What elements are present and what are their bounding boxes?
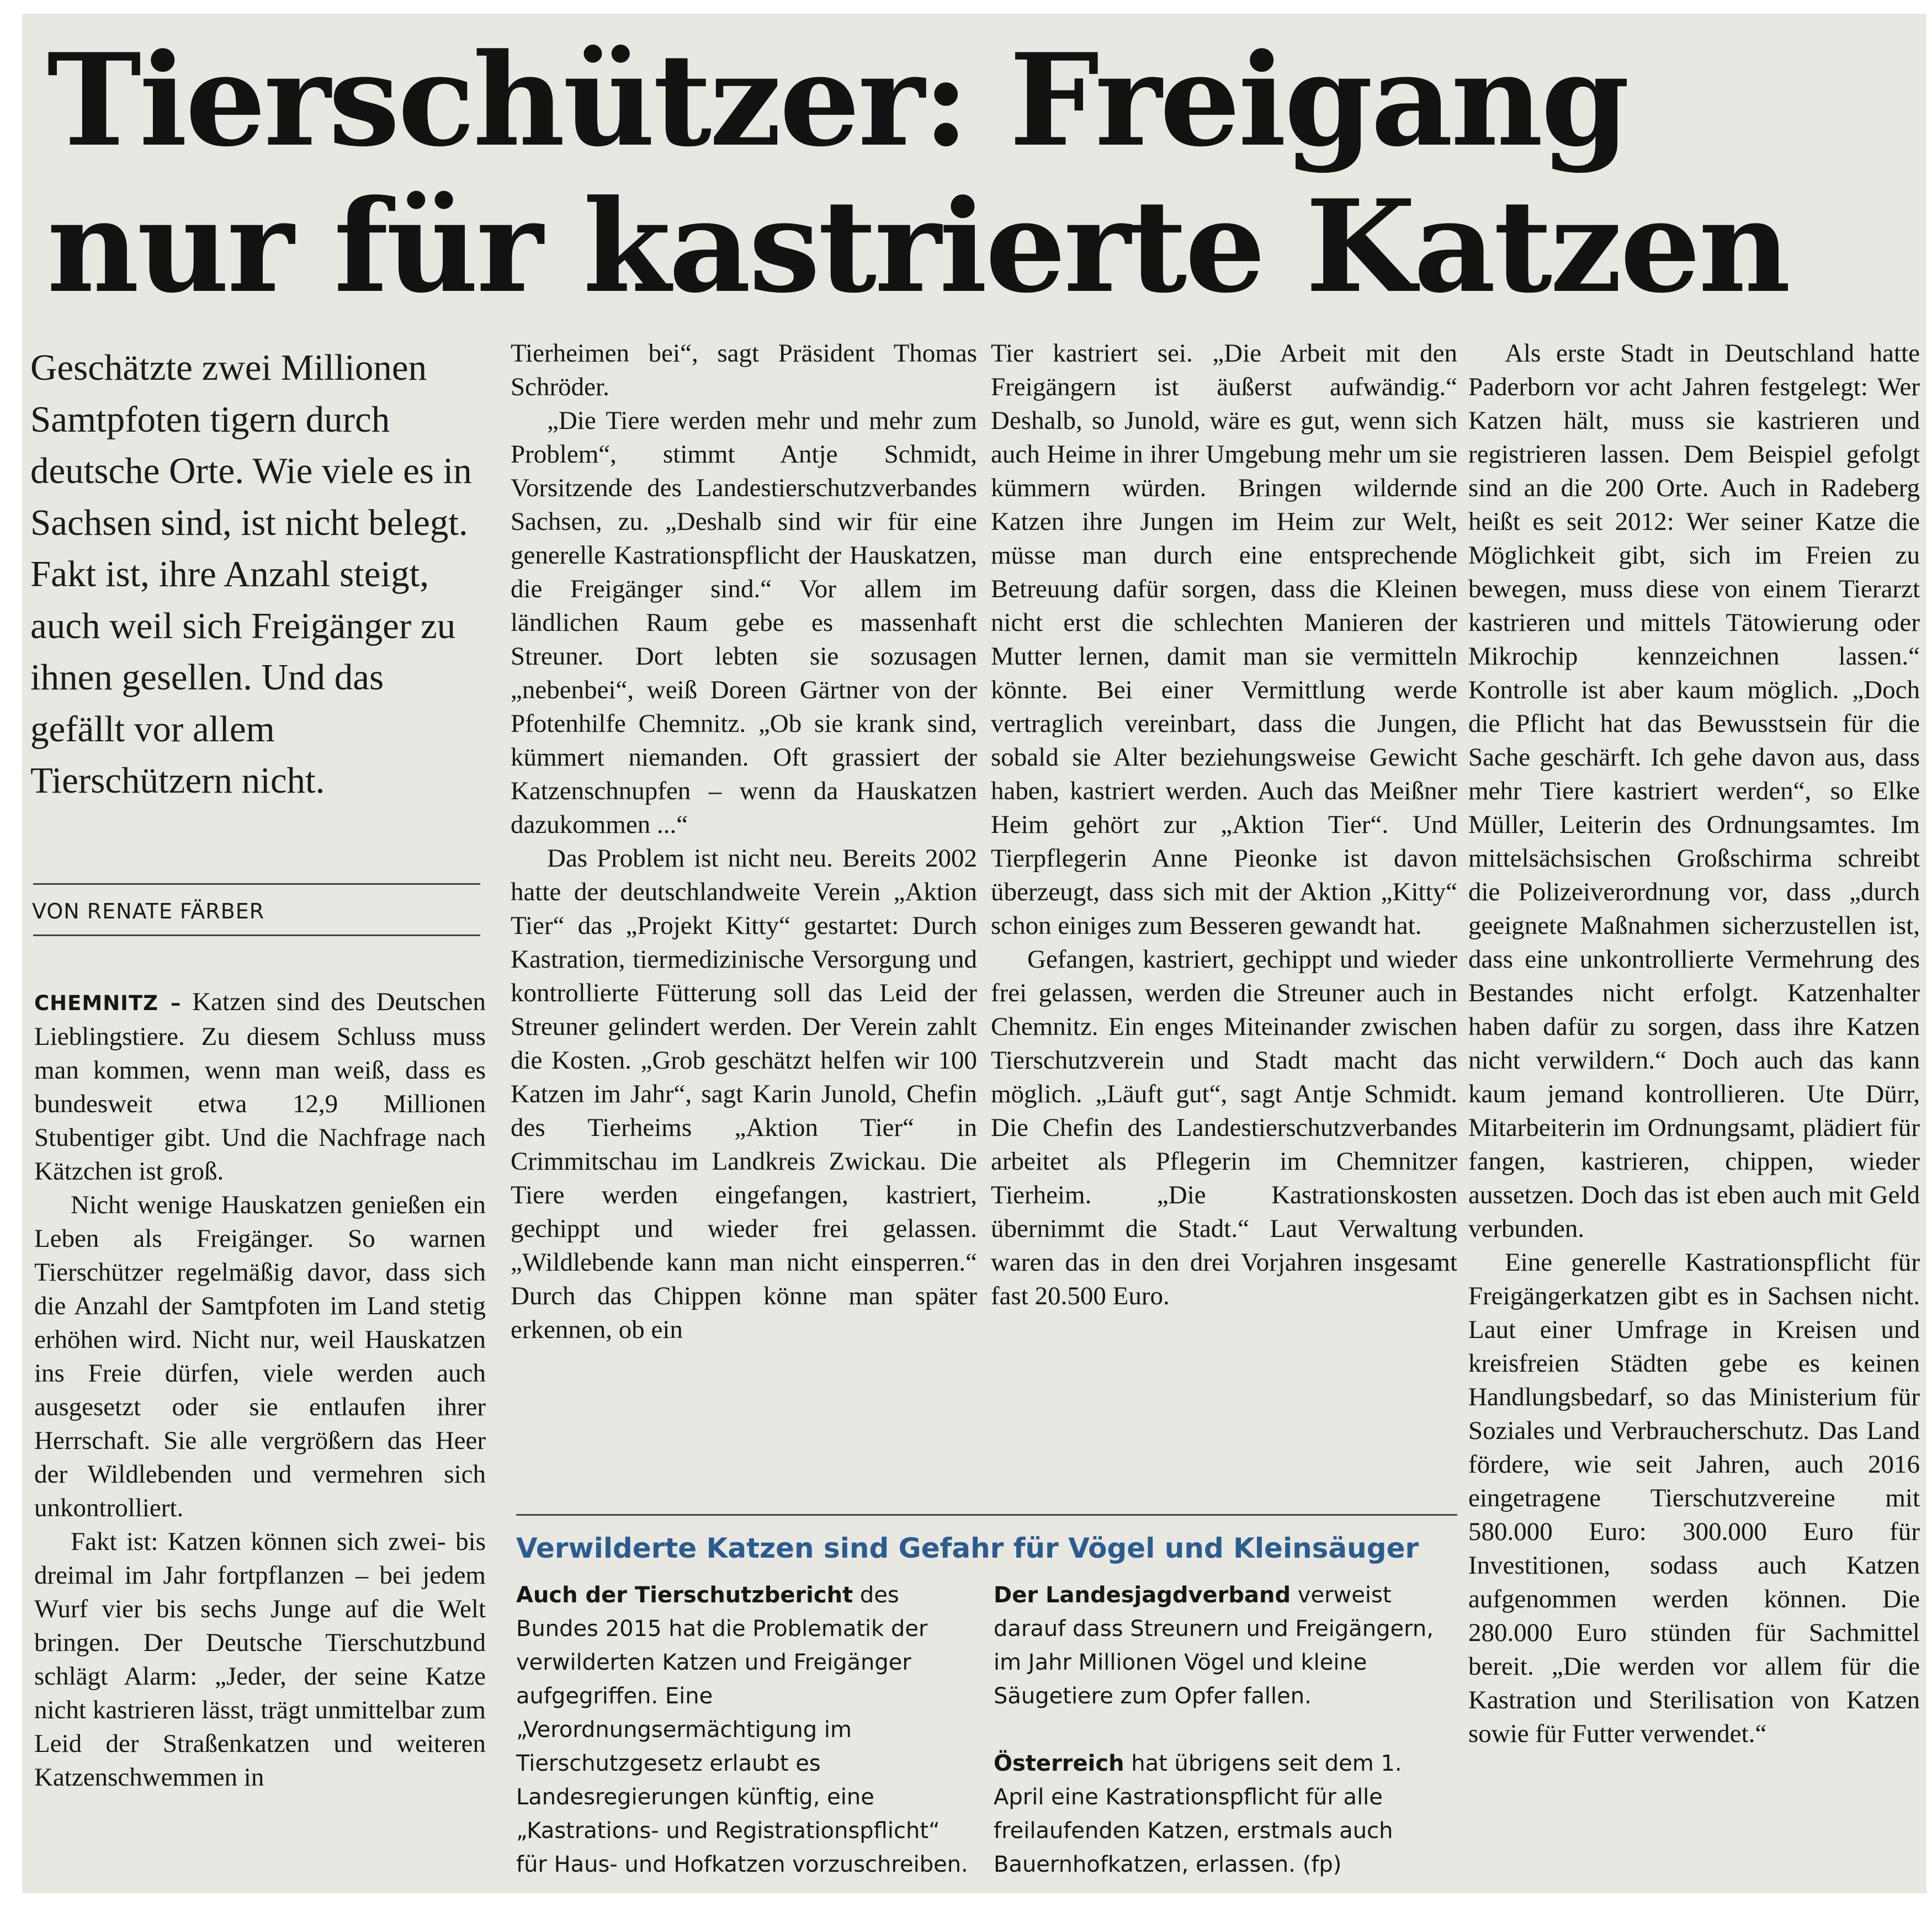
article-column-4 (1468, 337, 1920, 1888)
lead-paragraph: Geschätzte zwei Millionen Samtpfoten tigern durch deutsche Orte. Wie viele es in Sachsen sind, ist nicht belegt. Fakt ist, ihre Anzahl steigt, auch weil sich Freigänger zu ihnen gesellen. Und das gefällt vor allem Tierschützern nicht. (30, 347, 472, 801)
infobox-paragraph: Österreich hat übrigens seit dem 1. April eine Kastrationspflicht für alle freilaufenden Katzen, erstmals auch Bauernhofkatzen, erlassen. (fp) (994, 1751, 1402, 1877)
infobox-lead: Österreich (994, 1751, 1124, 1776)
headline-line-2: nur für kastrierte Katzen (47, 172, 1789, 321)
paragraph: Fakt ist: Katzen können sich zwei- bis dreimal im Jahr fortpflanzen – bei jedem Wurf vier bis sechs Junge auf die Welt bringen. Der Deutsche Tierschutzbund schlägt Alarm: „Jeder, der seine Katze nicht kastrieren lässt, trägt unmittelbar zum Leid der Straßenkatzen und weiteren Katzenschwemmen in (34, 1527, 486, 1792)
article-column-3 (991, 337, 1457, 1493)
paragraph: „Die Tiere werden mehr und mehr zum Problem“, stimmt Antje Schmidt, Vorsitzende des Landestierschutzverbandes Sachsen, zu. „Deshalb sind wir für eine generelle Kastrationspflicht der Hauskatzen, die Freigänger sind.“ Vor allem im ländlichen Raum gebe es massenhaft Streuner. Dort lebten sie sozusagen „nebenbei“, weiß Doreen Gärtner von der Pfotenhilfe Chemnitz. „Ob sie krank sind, kümmert niemanden. Oft grassiert der Katzenschnupfen – wenn da Hauskatzen dazukommen ...“ (511, 406, 977, 839)
dateline: CHEMNITZ – (34, 991, 182, 1015)
infobox-paragraph: Der Landesjagdverband verweist darauf dass Streunern und Freigängern, im Jahr Millionen Vögel und kleine Säugetiere zum Opfer fallen. (994, 1582, 1434, 1709)
infobox-title: Verwilderte Katzen sind Gefahr für Vögel und Kleinsäuger (516, 1532, 1419, 1564)
infobox-lead: Der Landesjagdverband (994, 1582, 1291, 1608)
paragraph: Als erste Stadt in Deutschland hatte Paderborn vor acht Jahren festgelegt: Wer Katzen hält, muss sie kastrieren und registrieren lassen. Dem Beispiel gefolgt sind an die 200 Orte. Auch in Radeberg heißt es seit 2012: Wer seiner Katze die Möglichkeit gibt, sich im Freien zu bewegen, muss diese von einem Tierarzt kastrieren und mittels Tätowierung oder Mikrochip kennzeichnen lassen.“ Kontrolle ist aber kaum möglich. „Doch die Pflicht hat das Bewusstsein für die Sache geschärft. Ich gehe davon aus, dass mehr Tiere kastriert werden“, so Elke Müller, Leiterin des Ordnungsamtes. Im mittelsächsischen Großschirma schreibt die Polizeiverordnung vor, dass „durch geeignete Maßnahmen sicherzustellen ist, dass eine unkontrollierte Vermehrung des Bestandes nicht erfolgt. Katzenhalter haben dafür zu sorgen, dass ihre Katzen nicht verwildern.“ Doch auch das kann kaum jemand kontrollieren. Ute Dürr, Mitarbeiterin im Ordnungsamt, plädiert für fangen, kastrieren, chippen, wieder aussetzen. Doch das ist eben auch mit Geld verbunden. (1468, 339, 1920, 1243)
headline (47, 28, 1896, 320)
headline-line-1: Tierschützer: Freigang (47, 26, 1628, 175)
paragraph: Eine generelle Kastrationspflicht für Freigängerkatzen gibt es in Sachsen nicht. Laut einer Umfrage in Kreisen und kreisfreien Städten gebe es keinen Handlungsbedarf, so das Ministerium für Soziales und Verbraucherschutz. Das Land fördere, wie seit Jahren, auch 2016 eingetragene Tierschutzvereine mit 580.000 Euro: 300.000 Euro für Investitionen, sodass auch Katzen aufgenommen werden können. Die 280.000 Euro stünden für Sachmittel bereit. „Die werden vor allem für die Kastration und Sterilisation von Katzen sowie für Futter verwendet.“ (1468, 1248, 1920, 1748)
infobox-column-left (516, 1579, 974, 1888)
paragraph: Tier kastriert sei. „Die Arbeit mit den Freigängern ist äußerst aufwändig.“ Deshalb, so Junold, wäre es gut, wenn sich auch Heime in ihrer Umgebung mehr um sie kümmern würden. Bringen wildernde Katzen ihre Jungen im Heim zur Welt, müsse man durch eine entsprechende Betreuung dafür sorgen, dass die Kleinen nicht erst die schlechten Manieren der Mutter lernen, damit man sie vermitteln könnte. Bei einer Vermittlung werde vertraglich vereinbart, dass die Jungen, sobald sie Alter beziehungsweise Gewicht haben, kastriert werden. Auch das Meißner Heim gehört zur „Aktion Tier“. Und Tierpflegerin Anne Pieonke ist davon überzeugt, dass sich mit der Aktion „Kitty“ schon einiges zum Besseren gewandt hat. (991, 339, 1457, 940)
paragraph: Das Problem ist nicht neu. Bereits 2002 hatte der deutschlandweite Verein „Aktion Tier“ das „Projekt Kitty“ gestartet: Durch Kastration, tiermedizinische Versorgung und kontrollierte Fütterung soll das Leid der Streuner gelindert werden. Der Verein zahlt die Kosten. „Grob geschätzt helfen wir 100 Katzen im Jahr“, sagt Karin Junold, Chefin des Tierheims „Aktion Tier“ in Crimmitschau im Landkreis Zwickau. Die Tiere werden eingefangen, kastriert, gechippt und wieder frei gelassen. „Wildlebende kann man nicht einsperren.“ Durch das Chippen könne man später erkennen, ob ein (511, 844, 977, 1344)
article-column-1 (34, 985, 486, 1890)
paragraph: CHEMNITZ – Katzen sind des Deutschen Lieblingstiere. Zu diesem Schluss muss man kommen, wenn man weiß, dass es bundesweit etwa 12,9 Millionen Stubentiger gibt. Und die Nachfrage nach Kätzchen ist groß. (34, 987, 486, 1186)
infobox-column-right (994, 1579, 1457, 1888)
paragraph: Nicht wenige Hauskatzen genießen ein Leben als Freigänger. So warnen Tierschützer regelmäßig davor, dass sich die Anzahl der Samtpfoten im Land stetig erhöhen wird. Nicht nur, weil Hauskatzen ins Freie dürfen, viele werden auch ausgesetzt oder sie entlaufen ihrer Herrschaft. Sie alle vergrößern das Heer der Wildlebenden und vermehren sich unkontrolliert. (34, 1191, 486, 1522)
infobox-rule (516, 1514, 1457, 1516)
paragraph-gap (994, 1713, 1457, 1747)
paragraph: Tierheimen bei“, sagt Präsident Thomas Schröder. (511, 339, 977, 401)
article-column-2 (511, 337, 977, 1493)
infobox-paragraph: Auch der Tierschutzbericht des Bundes 2015 hat die Problematik der verwilderten Katzen und Freigänger aufgegriffen. Eine „Verordnungsermächtigung im Tierschutzgesetz erlaubt es Landesregierungen künftig, eine „Kastrations- und Registrationspflicht“ für Haus- und Hofkatzen vorzuschreiben. (516, 1582, 968, 1877)
byline-rule-top (33, 883, 480, 885)
paragraph: Gefangen, kastriert, gechippt und wieder frei gelassen, werden die Streuner auch in Chemnitz. Ein enges Miteinander zwischen Tierschutzverein und Stadt macht das möglich. „Läuft gut“, sagt Antje Schmidt. Die Chefin des Landestierschutzverbandes arbeitet als Pflegerin im Chemnitzer Tierheim. „Die Kastrationskosten übernimmt die Stadt.“ Laut Verwaltung waren das in den drei Vorjahren insgesamt fast 20.500 Euro. (991, 945, 1457, 1310)
infobox-lead: Auch der Tierschutzbericht (516, 1582, 853, 1608)
byline-rule-bottom (33, 934, 480, 936)
byline: VON RENATE FÄRBER (32, 899, 265, 923)
newspaper-clipping (22, 14, 1926, 1893)
